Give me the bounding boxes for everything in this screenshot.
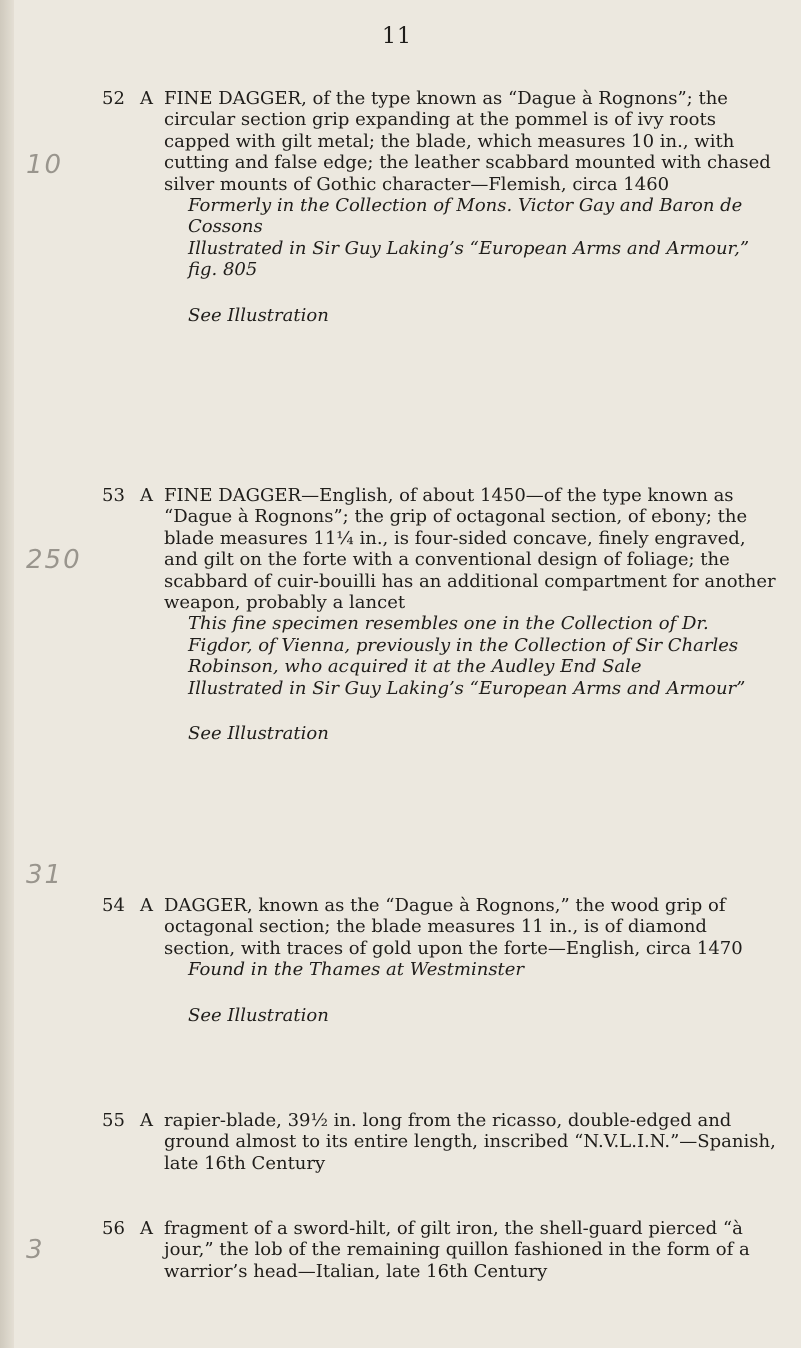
lot-article: A — [140, 895, 153, 916]
lot-description: DAGGER, known as the “Dague à Rognons,” the wood grip of octagonal section; the blade measures 11 in., is of diamond section, with traces of gold upon the forte—English, circa 1470 — [164, 895, 743, 959]
see-illustration: See Illustration — [188, 1004, 329, 1026]
lot-number: 55 — [102, 1110, 125, 1131]
lot-article: A — [140, 88, 153, 109]
lot-number: 56 — [102, 1218, 125, 1239]
lot-article: A — [140, 1110, 153, 1131]
lot-description: rapier-blade, 39½ in. long from the ricasso, double-edged and ground almost to its entire length, inscribed “N.V.L.I.N.”—Spanish, late 16th Century — [164, 1110, 776, 1174]
margin-note-pencil: 31 — [26, 860, 64, 890]
lot-description: fragment of a sword-hilt, of gilt iron, the shell-guard pierced “à jour,” the lob of the remaining quillon fashioned in the form of a warrior’s head—Italian, late 16th Century — [164, 1218, 750, 1282]
lot-findspot: Found in the Thames at Westminster — [188, 959, 525, 981]
lot-provenance: This fine specimen resembles one in the Collection of Dr. Figdor, of Vienna, previously in the Collection of Sir Charles Robinson, who acquired it at the Audley End Sale — [188, 613, 739, 678]
lot-reference: Illustrated in Sir Guy Laking’s “European Arms and Armour,” fig. 805 — [188, 237, 750, 281]
lot-reference: Illustrated in Sir Guy Laking’s “European Arms and Armour” — [188, 677, 746, 699]
margin-note-pencil: 10 — [26, 150, 64, 180]
lot-description: FINE DAGGER, of the type known as “Dague à Rognons”; the circular section grip expanding at the pommel is of ivy roots capped with gilt metal; the blade, which measures 10 in., with cutting and false edge; the leather scabbard mounted with chased silver mounts of Gothic character—Flemish, circa 1460 — [164, 88, 771, 195]
lot-number: 54 — [102, 895, 125, 916]
page-number: 11 — [382, 24, 412, 49]
lot-number: 52 — [102, 88, 125, 109]
lot-number: 53 — [102, 485, 125, 506]
see-illustration: See Illustration — [188, 723, 329, 745]
see-illustration: See Illustration — [188, 304, 329, 326]
margin-note-pencil: 3 — [26, 1235, 45, 1265]
page-binding-edge — [0, 0, 14, 1348]
lot-article: A — [140, 485, 153, 506]
lot-description: FINE DAGGER—English, of about 1450—of the type known as “Dague à Rognons”; the grip of octagonal section, of ebony; the blade measures 11¼ in., is four-sided concave, finely engraved, and gilt on the forte with a conventional design of foliage; the scabbard of cuir-bouilli has an additional compartment for another weapon, probably a lancet — [164, 485, 776, 614]
lot-provenance: Formerly in the Collection of Mons. Victor Gay and Baron de Cossons — [188, 195, 743, 238]
margin-note-pencil: 250 — [26, 545, 82, 575]
lot-article: A — [140, 1218, 153, 1239]
